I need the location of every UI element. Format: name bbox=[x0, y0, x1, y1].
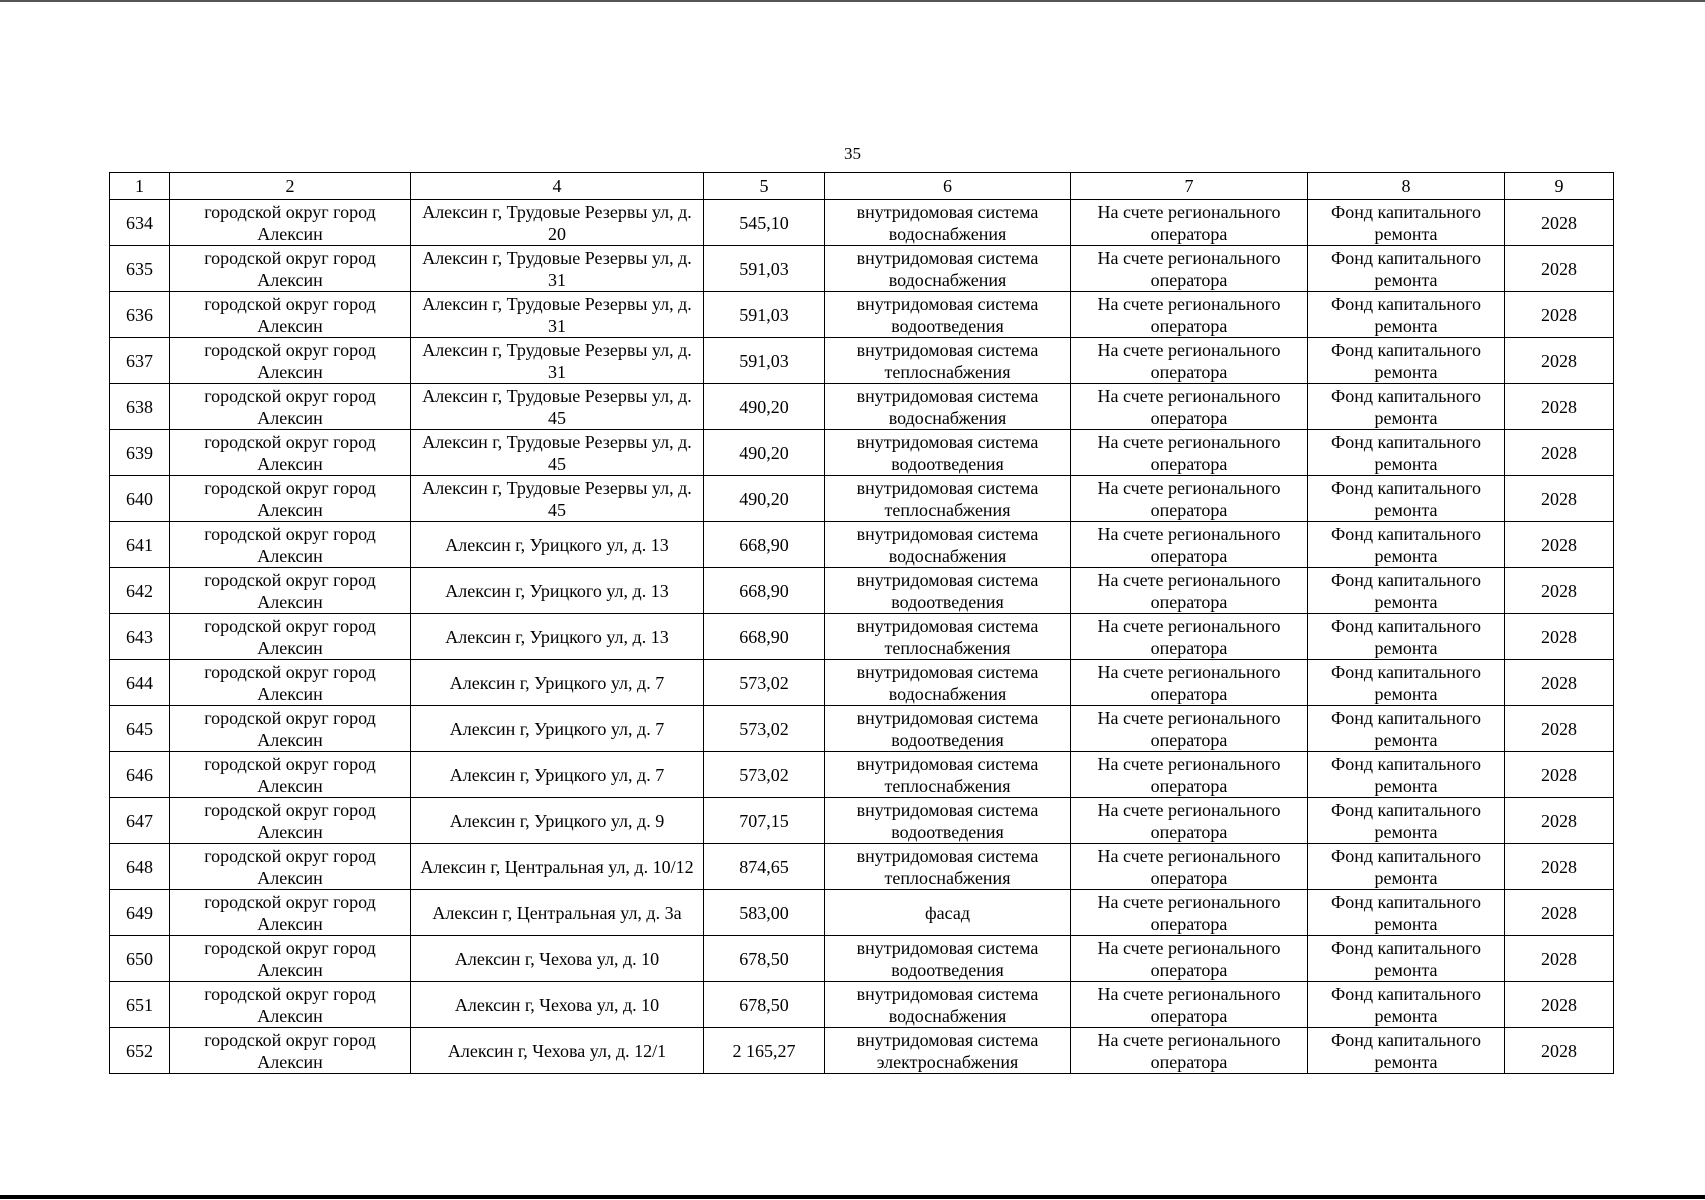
table-row bbox=[110, 614, 1614, 660]
row-number-cell: 634 bbox=[110, 200, 170, 246]
fund-account-cell: На счете регионального оператора bbox=[1071, 660, 1308, 706]
address-cell: Алексин г, Чехова ул, д. 10 bbox=[411, 982, 704, 1028]
funding-source-cell: Фонд капитального ремонта bbox=[1308, 614, 1505, 660]
row-number-cell: 644 bbox=[110, 660, 170, 706]
area-cell: 573,02 bbox=[704, 706, 825, 752]
column-header: 4 bbox=[411, 173, 704, 200]
table-row bbox=[110, 660, 1614, 706]
address-cell: Алексин г, Чехова ул, д. 10 bbox=[411, 936, 704, 982]
fund-account-cell: На счете регионального оператора bbox=[1071, 476, 1308, 522]
row-number-cell: 639 bbox=[110, 430, 170, 476]
fund-account-cell: На счете регионального оператора bbox=[1071, 430, 1308, 476]
year-cell: 2028 bbox=[1505, 292, 1614, 338]
fund-account-cell: На счете регионального оператора bbox=[1071, 706, 1308, 752]
page-number: 35 bbox=[844, 144, 861, 163]
funding-source-cell: Фонд капитального ремонта bbox=[1308, 844, 1505, 890]
table-row bbox=[110, 476, 1614, 522]
address-cell: Алексин г, Урицкого ул, д. 9 bbox=[411, 798, 704, 844]
area-cell: 668,90 bbox=[704, 522, 825, 568]
funding-source-cell: Фонд капитального ремонта bbox=[1308, 1028, 1505, 1074]
address-cell: Алексин г, Урицкого ул, д. 13 bbox=[411, 614, 704, 660]
municipality-cell: городской округ город Алексин bbox=[170, 660, 411, 706]
fund-account-cell: На счете регионального оператора bbox=[1071, 384, 1308, 430]
area-cell: 678,50 bbox=[704, 936, 825, 982]
repair-system-cell: внутридомовая система водоотведения bbox=[825, 568, 1071, 614]
row-number-cell: 642 bbox=[110, 568, 170, 614]
address-cell: Алексин г, Трудовые Резервы ул, д. 31 bbox=[411, 292, 704, 338]
column-header: 2 bbox=[170, 173, 411, 200]
table-row bbox=[110, 982, 1614, 1028]
table-row bbox=[110, 798, 1614, 844]
table-row bbox=[110, 522, 1614, 568]
year-cell: 2028 bbox=[1505, 384, 1614, 430]
municipality-cell: городской округ город Алексин bbox=[170, 890, 411, 936]
table-row bbox=[110, 844, 1614, 890]
area-cell: 591,03 bbox=[704, 292, 825, 338]
municipality-cell: городской округ город Алексин bbox=[170, 1028, 411, 1074]
address-cell: Алексин г, Урицкого ул, д. 13 bbox=[411, 568, 704, 614]
repair-system-cell: внутридомовая система теплоснабжения bbox=[825, 338, 1071, 384]
year-cell: 2028 bbox=[1505, 476, 1614, 522]
address-cell: Алексин г, Урицкого ул, д. 7 bbox=[411, 660, 704, 706]
area-cell: 573,02 bbox=[704, 660, 825, 706]
fund-account-cell: На счете регионального оператора bbox=[1071, 1028, 1308, 1074]
row-number-cell: 652 bbox=[110, 1028, 170, 1074]
municipality-cell: городской округ город Алексин bbox=[170, 338, 411, 384]
fund-account-cell: На счете регионального оператора bbox=[1071, 568, 1308, 614]
year-cell: 2028 bbox=[1505, 752, 1614, 798]
year-cell: 2028 bbox=[1505, 614, 1614, 660]
repair-system-cell: внутридомовая система теплоснабжения bbox=[825, 752, 1071, 798]
funding-source-cell: Фонд капитального ремонта bbox=[1308, 982, 1505, 1028]
table-row bbox=[110, 430, 1614, 476]
fund-account-cell: На счете регионального оператора bbox=[1071, 522, 1308, 568]
address-cell: Алексин г, Центральная ул, д. 10/12 bbox=[411, 844, 704, 890]
year-cell: 2028 bbox=[1505, 1028, 1614, 1074]
area-cell: 545,10 bbox=[704, 200, 825, 246]
column-header: 1 bbox=[110, 173, 170, 200]
table-row bbox=[110, 752, 1614, 798]
area-cell: 591,03 bbox=[704, 338, 825, 384]
bottom-border-line bbox=[0, 1195, 1705, 1199]
municipality-cell: городской округ город Алексин bbox=[170, 522, 411, 568]
column-header: 6 bbox=[825, 173, 1071, 200]
row-number-cell: 646 bbox=[110, 752, 170, 798]
year-cell: 2028 bbox=[1505, 660, 1614, 706]
table-row bbox=[110, 338, 1614, 384]
area-cell: 583,00 bbox=[704, 890, 825, 936]
area-cell: 2 165,27 bbox=[704, 1028, 825, 1074]
municipality-cell: городской округ город Алексин bbox=[170, 476, 411, 522]
fund-account-cell: На счете регионального оператора bbox=[1071, 292, 1308, 338]
fund-account-cell: На счете регионального оператора bbox=[1071, 338, 1308, 384]
area-cell: 668,90 bbox=[704, 614, 825, 660]
column-header: 9 bbox=[1505, 173, 1614, 200]
repair-system-cell: внутридомовая система теплоснабжения bbox=[825, 844, 1071, 890]
address-cell: Алексин г, Урицкого ул, д. 13 bbox=[411, 522, 704, 568]
funding-source-cell: Фонд капитального ремонта bbox=[1308, 752, 1505, 798]
municipality-cell: городской округ город Алексин bbox=[170, 568, 411, 614]
row-number-cell: 651 bbox=[110, 982, 170, 1028]
municipality-cell: городской округ город Алексин bbox=[170, 752, 411, 798]
funding-source-cell: Фонд капитального ремонта bbox=[1308, 798, 1505, 844]
table-row bbox=[110, 200, 1614, 246]
funding-source-cell: Фонд капитального ремонта bbox=[1308, 568, 1505, 614]
municipality-cell: городской округ город Алексин bbox=[170, 982, 411, 1028]
fund-account-cell: На счете регионального оператора bbox=[1071, 200, 1308, 246]
fund-account-cell: На счете регионального оператора bbox=[1071, 982, 1308, 1028]
year-cell: 2028 bbox=[1505, 522, 1614, 568]
table-row bbox=[110, 1028, 1614, 1074]
table-row bbox=[110, 936, 1614, 982]
year-cell: 2028 bbox=[1505, 890, 1614, 936]
address-cell: Алексин г, Центральная ул, д. 3а bbox=[411, 890, 704, 936]
year-cell: 2028 bbox=[1505, 936, 1614, 982]
column-header: 7 bbox=[1071, 173, 1308, 200]
row-number-cell: 647 bbox=[110, 798, 170, 844]
column-header: 8 bbox=[1308, 173, 1505, 200]
repair-system-cell: внутридомовая система теплоснабжения bbox=[825, 476, 1071, 522]
municipality-cell: городской округ город Алексин bbox=[170, 936, 411, 982]
municipality-cell: городской округ город Алексин bbox=[170, 798, 411, 844]
repair-system-cell: внутридомовая система водоотведения bbox=[825, 430, 1071, 476]
area-cell: 707,15 bbox=[704, 798, 825, 844]
fund-account-cell: На счете регионального оператора bbox=[1071, 936, 1308, 982]
municipality-cell: городской округ город Алексин bbox=[170, 200, 411, 246]
row-number-cell: 636 bbox=[110, 292, 170, 338]
funding-source-cell: Фонд капитального ремонта bbox=[1308, 476, 1505, 522]
area-cell: 490,20 bbox=[704, 430, 825, 476]
table-row bbox=[110, 706, 1614, 752]
repair-system-cell: внутридомовая система водоснабжения bbox=[825, 246, 1071, 292]
address-cell: Алексин г, Трудовые Резервы ул, д. 45 bbox=[411, 430, 704, 476]
municipality-cell: городской округ город Алексин bbox=[170, 292, 411, 338]
area-cell: 490,20 bbox=[704, 476, 825, 522]
repair-system-cell: внутридомовая система водоотведения bbox=[825, 798, 1071, 844]
year-cell: 2028 bbox=[1505, 246, 1614, 292]
area-cell: 591,03 bbox=[704, 246, 825, 292]
municipality-cell: городской округ город Алексин bbox=[170, 246, 411, 292]
row-number-cell: 649 bbox=[110, 890, 170, 936]
year-cell: 2028 bbox=[1505, 844, 1614, 890]
address-cell: Алексин г, Урицкого ул, д. 7 bbox=[411, 706, 704, 752]
address-cell: Алексин г, Трудовые Резервы ул, д. 45 bbox=[411, 476, 704, 522]
top-border-line bbox=[0, 0, 1705, 2]
municipality-cell: городской округ город Алексин bbox=[170, 384, 411, 430]
funding-source-cell: Фонд капитального ремонта bbox=[1308, 292, 1505, 338]
repair-system-cell: внутридомовая система водоснабжения bbox=[825, 982, 1071, 1028]
repair-system-cell: фасад bbox=[825, 890, 1071, 936]
repair-system-cell: внутридомовая система водоотведения bbox=[825, 706, 1071, 752]
funding-source-cell: Фонд капитального ремонта bbox=[1308, 890, 1505, 936]
column-number-row bbox=[110, 173, 1614, 200]
row-number-cell: 648 bbox=[110, 844, 170, 890]
row-number-cell: 650 bbox=[110, 936, 170, 982]
municipality-cell: городской округ город Алексин bbox=[170, 614, 411, 660]
address-cell: Алексин г, Трудовые Резервы ул, д. 20 bbox=[411, 200, 704, 246]
year-cell: 2028 bbox=[1505, 982, 1614, 1028]
row-number-cell: 635 bbox=[110, 246, 170, 292]
row-number-cell: 645 bbox=[110, 706, 170, 752]
funding-source-cell: Фонд капитального ремонта bbox=[1308, 936, 1505, 982]
area-cell: 874,65 bbox=[704, 844, 825, 890]
funding-source-cell: Фонд капитального ремонта bbox=[1308, 246, 1505, 292]
funding-source-cell: Фонд капитального ремонта bbox=[1308, 706, 1505, 752]
area-cell: 668,90 bbox=[704, 568, 825, 614]
fund-account-cell: На счете регионального оператора bbox=[1071, 844, 1308, 890]
column-header: 5 bbox=[704, 173, 825, 200]
funding-source-cell: Фонд капитального ремонта bbox=[1308, 522, 1505, 568]
year-cell: 2028 bbox=[1505, 568, 1614, 614]
address-cell: Алексин г, Трудовые Резервы ул, д. 45 bbox=[411, 384, 704, 430]
table-row bbox=[110, 384, 1614, 430]
repair-system-cell: внутридомовая система водоотведения bbox=[825, 292, 1071, 338]
area-cell: 573,02 bbox=[704, 752, 825, 798]
repair-system-cell: внутридомовая система теплоснабжения bbox=[825, 614, 1071, 660]
fund-account-cell: На счете регионального оператора bbox=[1071, 246, 1308, 292]
repair-system-cell: внутридомовая система водоснабжения bbox=[825, 200, 1071, 246]
address-cell: Алексин г, Трудовые Резервы ул, д. 31 bbox=[411, 338, 704, 384]
repair-system-cell: внутридомовая система водоснабжения bbox=[825, 384, 1071, 430]
row-number-cell: 637 bbox=[110, 338, 170, 384]
address-cell: Алексин г, Чехова ул, д. 12/1 bbox=[411, 1028, 704, 1074]
year-cell: 2028 bbox=[1505, 706, 1614, 752]
repair-system-cell: внутридомовая система водоснабжения bbox=[825, 660, 1071, 706]
fund-account-cell: На счете регионального оператора bbox=[1071, 614, 1308, 660]
repair-system-cell: внутридомовая система водоснабжения bbox=[825, 522, 1071, 568]
funding-source-cell: Фонд капитального ремонта bbox=[1308, 430, 1505, 476]
row-number-cell: 643 bbox=[110, 614, 170, 660]
address-cell: Алексин г, Трудовые Резервы ул, д. 31 bbox=[411, 246, 704, 292]
fund-account-cell: На счете регионального оператора bbox=[1071, 890, 1308, 936]
municipality-cell: городской округ город Алексин bbox=[170, 706, 411, 752]
year-cell: 2028 bbox=[1505, 798, 1614, 844]
row-number-cell: 638 bbox=[110, 384, 170, 430]
municipality-cell: городской округ город Алексин bbox=[170, 430, 411, 476]
row-number-cell: 640 bbox=[110, 476, 170, 522]
address-cell: Алексин г, Урицкого ул, д. 7 bbox=[411, 752, 704, 798]
table-body bbox=[110, 173, 1614, 1074]
year-cell: 2028 bbox=[1505, 430, 1614, 476]
year-cell: 2028 bbox=[1505, 200, 1614, 246]
capital-repair-table bbox=[109, 172, 1614, 1074]
year-cell: 2028 bbox=[1505, 338, 1614, 384]
fund-account-cell: На счете регионального оператора bbox=[1071, 798, 1308, 844]
repair-system-cell: внутридомовая система электроснабжения bbox=[825, 1028, 1071, 1074]
funding-source-cell: Фонд капитального ремонта bbox=[1308, 660, 1505, 706]
table-row bbox=[110, 292, 1614, 338]
row-number-cell: 641 bbox=[110, 522, 170, 568]
table-row bbox=[110, 890, 1614, 936]
funding-source-cell: Фонд капитального ремонта bbox=[1308, 384, 1505, 430]
area-cell: 490,20 bbox=[704, 384, 825, 430]
funding-source-cell: Фонд капитального ремонта bbox=[1308, 338, 1505, 384]
table-row bbox=[110, 246, 1614, 292]
repair-system-cell: внутридомовая система водоотведения bbox=[825, 936, 1071, 982]
municipality-cell: городской округ город Алексин bbox=[170, 844, 411, 890]
table-row bbox=[110, 568, 1614, 614]
area-cell: 678,50 bbox=[704, 982, 825, 1028]
fund-account-cell: На счете регионального оператора bbox=[1071, 752, 1308, 798]
funding-source-cell: Фонд капитального ремонта bbox=[1308, 200, 1505, 246]
